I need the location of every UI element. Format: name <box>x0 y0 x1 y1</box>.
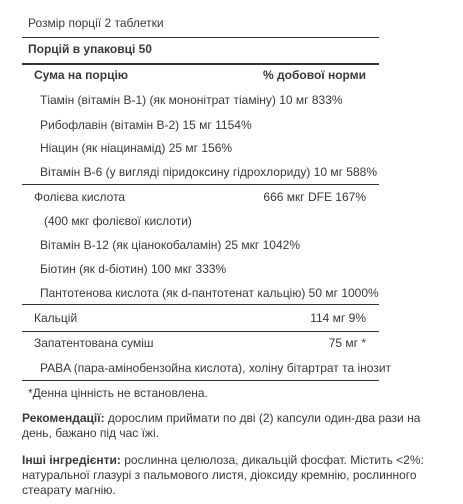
other-ingredients <box>22 453 437 498</box>
nutrient-row: Рибофлавін (вітамін В-2) 15 мг 1154% <box>40 118 252 132</box>
serving-size: Розмір порції 2 таблетки <box>28 16 164 30</box>
servings-per-container: Порцій в упаковці 50 <box>28 42 152 56</box>
blend-contents: PABA (пара-амінобензойна кислота), холіну бітартрат та інозит <box>40 361 392 375</box>
folate-name: Фолієва кислота <box>34 190 126 204</box>
other-ingredients-text: рослинна целюлоза, дикальцій фосфат. Містить <2%: натуральної глазурі з пальмового листя, діоксиду кремнію, рослинного стеарату магнію. <box>22 453 424 497</box>
divider <box>22 37 379 38</box>
amount-per-serving-header: Сума на порцію <box>34 68 129 82</box>
divider <box>22 380 379 381</box>
calcium-name: Кальцій <box>34 311 78 325</box>
divider <box>22 304 379 305</box>
divider <box>22 331 379 332</box>
folate-sub: (400 мкг фолієвої кислоти) <box>44 214 192 228</box>
nutrient-row: Тіамін (вітамін В-1) (як мононітрат тіаміну) 10 мг 833% <box>40 93 343 107</box>
daily-value-header: % добової норми <box>263 68 366 82</box>
nutrient-row: Біотин (як d-біотин) 100 мкг 333% <box>40 262 227 276</box>
nutrient-row: Ніацин (як ніацинамід) 25 мг 156% <box>40 141 233 155</box>
nutrient-row: Вітамін В-6 (у вигляді піридоксину гідрохлориду) 10 мг 588% <box>40 165 377 179</box>
footnote: *Денна цінність не встановлена. <box>28 386 208 400</box>
divider <box>22 184 379 185</box>
folate-amount: 666 мкг DFE 167% <box>263 190 366 204</box>
recommendations-text: дорослим приймати по дві (2) капсули один-два рази на день, бажано під час їжі. <box>22 411 421 440</box>
divider-thick <box>22 63 379 65</box>
other-ingredients-label: Інші інгредієнти: <box>22 453 121 467</box>
blend-name: Запатентована суміш <box>34 336 154 350</box>
nutrient-row: Вітамін В-12 (як ціанокобаламін) 25 мкг 1042% <box>40 238 300 252</box>
nutrient-row: Пантотенова кислота (як d-пантотенат кальцію) 50 мг 1000% <box>40 286 379 300</box>
blend-amount: 75 мг * <box>328 336 366 350</box>
recommendations-label: Рекомендації: <box>22 411 105 425</box>
calcium-amount: 114 мг 9% <box>310 311 366 325</box>
recommendations <box>22 411 437 441</box>
